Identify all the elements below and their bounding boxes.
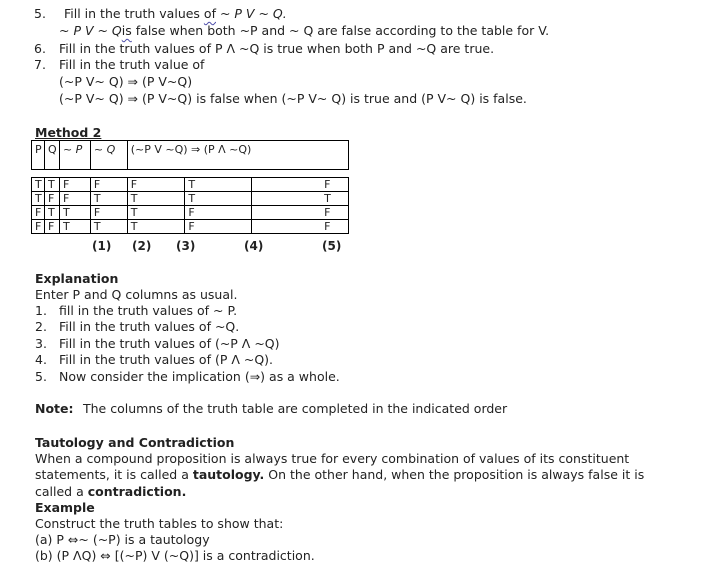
cell: F <box>90 178 127 192</box>
cell: T <box>90 192 127 206</box>
item-7 <box>34 57 204 72</box>
cell: F <box>185 220 252 234</box>
step-number: 1. <box>35 303 47 318</box>
cell: T <box>127 206 185 220</box>
example-heading: Example <box>35 500 95 515</box>
truth-table-spacer <box>32 170 349 178</box>
tautology-paragraph-line-3 <box>35 484 186 499</box>
cell: F <box>44 192 59 206</box>
item-5-prefix: Fill in the truth values <box>64 6 204 21</box>
explanation-step-4 <box>35 352 273 367</box>
cell: T <box>59 220 90 234</box>
item-7-text: Fill in the truth value of <box>59 57 205 72</box>
step-number: 5. <box>35 369 47 384</box>
cell: T <box>90 220 127 234</box>
example-b: (b) (P ΛQ) ⇔ [(~P) V (~Q)] is a contradiction. <box>35 548 315 563</box>
step-number: 3. <box>35 336 47 351</box>
step-text: Now consider the implication (⇒) as a whole. <box>59 369 340 384</box>
explanation-heading: Explanation <box>35 271 119 286</box>
truth-table-spacer-cell <box>32 170 349 178</box>
column-number-4: (4) <box>244 239 264 253</box>
cell: F <box>185 206 252 220</box>
cell: F <box>252 178 349 192</box>
cell: T <box>252 192 349 206</box>
cell: F <box>127 178 185 192</box>
item-7-line-2: (~P V~ Q) ⇒ (P V~Q) <box>59 74 193 89</box>
cell: T <box>127 220 185 234</box>
cell: F <box>59 192 90 206</box>
item-5-of-misspelling: of <box>203 6 216 21</box>
cell: T <box>185 192 252 206</box>
cell: F <box>252 220 349 234</box>
contradiction-term: contradiction. <box>87 484 187 499</box>
table-row <box>32 206 349 220</box>
header-expression: (~P V ~Q) ⇒ (P Λ ~Q) <box>127 141 348 170</box>
column-number-3: (3) <box>176 239 196 253</box>
step-text: Fill in the truth values of (P Λ ~Q). <box>59 352 274 367</box>
table-row <box>32 178 349 192</box>
note-label: Note: <box>35 401 74 416</box>
header-not-p: ~ P <box>59 141 90 170</box>
explanation-step-3 <box>35 336 280 351</box>
step-text: fill in the truth values of ~ P. <box>59 303 238 318</box>
cell: F <box>32 220 45 234</box>
example-a: (a) P ⇔~ (~P) is a tautology <box>35 532 210 547</box>
note-text: The columns of the truth table are completed in the indicated order <box>83 401 508 416</box>
p2-after: On the other hand, when the proposition is always false it is <box>264 467 645 482</box>
item-5-subline <box>59 23 549 38</box>
item-5-expression: ~ P V ~ Q. <box>215 6 287 21</box>
method-2-heading: Method 2 <box>35 125 102 140</box>
p3-before: called a <box>35 484 88 499</box>
item-5-sub-rest: false when both ~P and ~ Q are false according to the table for V. <box>131 23 550 38</box>
example-intro: Construct the truth tables to show that: <box>35 516 284 531</box>
cell: T <box>59 206 90 220</box>
cell: T <box>44 206 59 220</box>
item-6 <box>34 41 494 56</box>
truth-table <box>31 140 349 234</box>
step-number: 4. <box>35 352 47 367</box>
header-not-q: ~ Q <box>90 141 127 170</box>
cell: T <box>32 192 45 206</box>
item-6-number: 6. <box>34 41 46 56</box>
column-number-2: (2) <box>132 239 152 253</box>
item-7-line-3: (~P V~ Q) ⇒ (P V~Q) is false when (~P V~ Q) is true and (P V~ Q) is false. <box>59 91 527 106</box>
tautology-heading: Tautology and Contradiction <box>35 435 235 450</box>
step-text: Fill in the truth values of (~P Λ ~Q) <box>59 336 280 351</box>
cell: T <box>44 178 59 192</box>
truth-table-header-row <box>32 141 349 170</box>
cell: T <box>32 178 45 192</box>
cell: F <box>90 206 127 220</box>
header-p: P <box>32 141 45 170</box>
column-number-1: (1) <box>92 239 112 253</box>
item-5-sub-is: is <box>121 23 132 38</box>
cell: F <box>32 206 45 220</box>
step-number: 2. <box>35 319 47 334</box>
item-6-text: Fill in the truth values of P Λ ~Q is true when both P and ~Q are true. <box>59 41 495 56</box>
explanation-intro: Enter P and Q columns as usual. <box>35 287 238 302</box>
explanation-step-1 <box>35 303 237 318</box>
item-7-number: 7. <box>34 57 46 72</box>
table-row <box>32 192 349 206</box>
note <box>35 401 507 416</box>
cell: T <box>127 192 185 206</box>
tautology-paragraph-line-2 <box>35 467 644 482</box>
tautology-term: tautology. <box>192 467 265 482</box>
tautology-paragraph-line-1: When a compound proposition is always true for every combination of values of its constituent <box>35 451 630 466</box>
column-number-5: (5) <box>322 239 342 253</box>
cell: F <box>59 178 90 192</box>
item-5-number: 5. <box>34 6 46 21</box>
cell: T <box>185 178 252 192</box>
item-5-sub-expression: ~ P V ~ Q <box>59 23 122 38</box>
explanation-step-5 <box>35 369 340 384</box>
item-5 <box>14 6 287 21</box>
cell: F <box>44 220 59 234</box>
explanation-step-2 <box>35 319 239 334</box>
table-row <box>32 220 349 234</box>
p2-before: statements, it is called a <box>35 467 193 482</box>
step-text: Fill in the truth values of ~Q. <box>59 319 240 334</box>
cell: F <box>252 206 349 220</box>
header-q: Q <box>44 141 59 170</box>
